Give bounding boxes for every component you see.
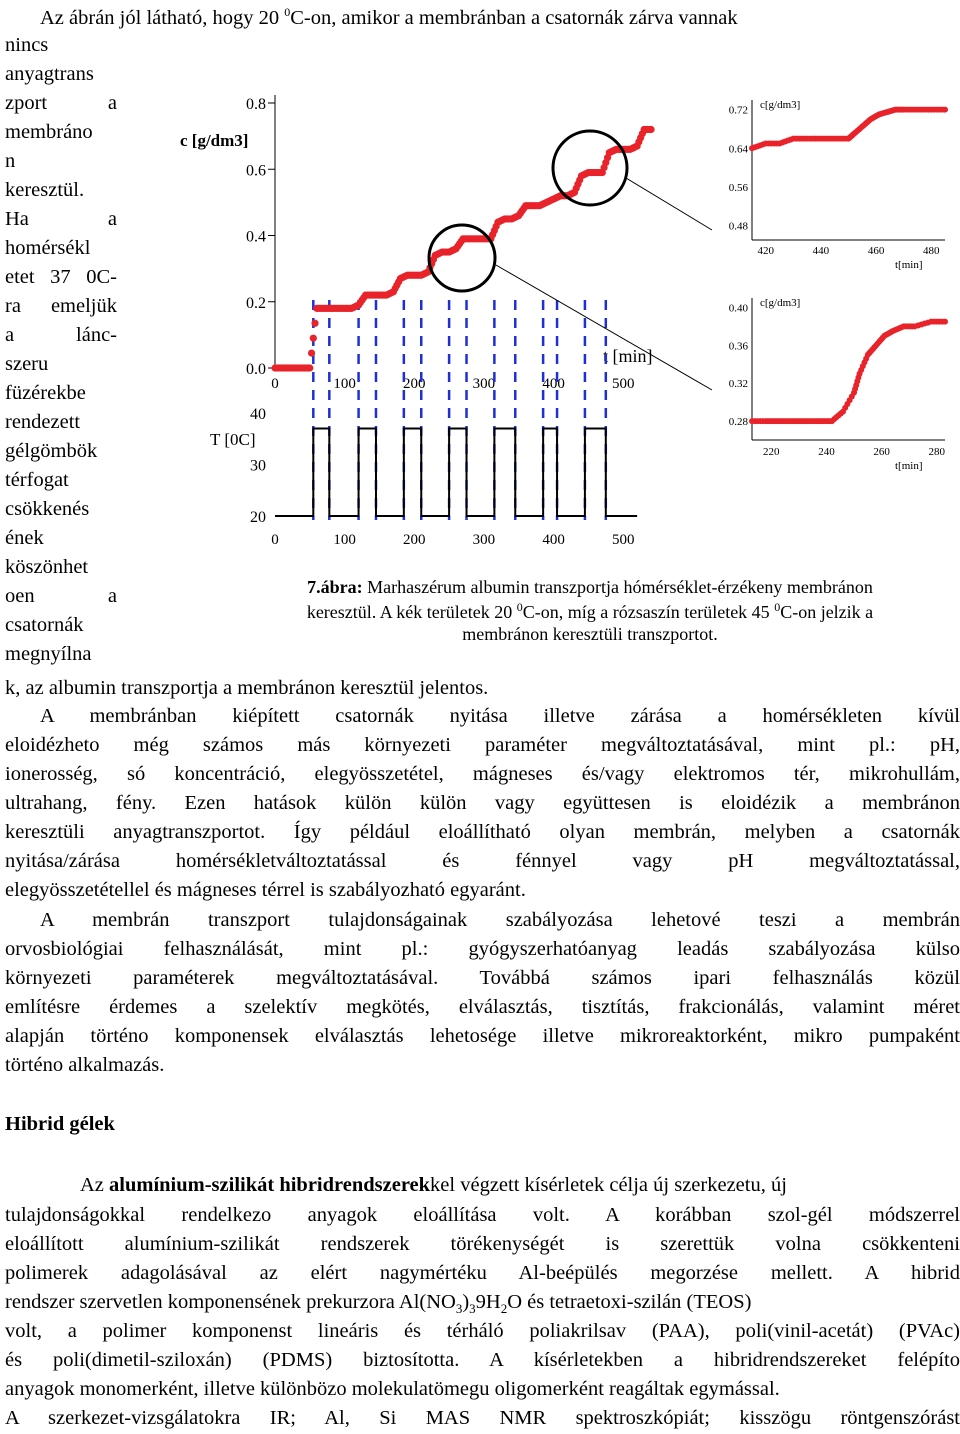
left-column-line: etet 37 0C- <box>5 266 117 288</box>
x-tick-label: 500 <box>611 376 635 392</box>
paragraph-line: környezeti paraméterek megváltoztatásával. Továbbá számos ipari felhasználás közül <box>5 967 960 989</box>
paragraph-line: nyitása/zárása homérsékletváltoztatással és fénnyel vagy pH megváltoztatással, <box>5 850 960 872</box>
y-tick-label: 0.6 <box>246 162 266 180</box>
inset-x-tick-label: 280 <box>928 446 945 458</box>
inset-y-tick-label: 0.64 <box>728 143 748 156</box>
zoom-connector <box>496 265 712 390</box>
left-column-line: füzérekbe <box>5 382 86 404</box>
inset-y-axis-label: c[g/dm3] <box>760 99 801 111</box>
inset-x-tick-label: 220 <box>763 446 780 458</box>
x-tick-label: 0 <box>271 376 279 392</box>
inset-x-axis-label: t[min] <box>895 460 923 472</box>
inset-x-axis-label: t[min] <box>895 259 923 271</box>
y-tick-label: 30 <box>250 457 266 475</box>
y-tick-label: 0.4 <box>246 228 266 246</box>
left-column-line: ének <box>5 527 44 549</box>
figure-caption-line-3: membránon keresztüli transzportot. <box>462 624 718 644</box>
inset-y-tick-label: 0.40 <box>728 302 748 315</box>
left-column-line: köszönhet <box>5 556 89 578</box>
inset-x-tick-label: 480 <box>922 245 940 257</box>
inset-x-tick-label: 420 <box>757 245 775 257</box>
left-column-line: csatornák <box>5 614 84 636</box>
x-axis-label: t [min] <box>603 346 653 366</box>
x-tick-label: 500 <box>611 532 635 548</box>
x-tick-label: 100 <box>333 376 356 392</box>
paragraph-line: említésre érdemes a szelektív megkötés, elválasztás, tisztítás, frakcionálás, valamint méret <box>5 996 960 1018</box>
paragraph-line: volt, a polimer komponenst lineáris és térháló poliakrilsav (PAA), poli(vinil-acetát) (PVAc) <box>5 1320 960 1342</box>
y-tick-label: 40 <box>250 406 266 423</box>
left-column-line: homérsékl <box>5 237 91 259</box>
zoom-circle <box>429 225 495 291</box>
intro-line: Az ábrán jól látható, hogy 20 $^0$C-on, amikor a membránban a csatornák zárva vannak <box>40 5 738 29</box>
paragraph-line: polimerek adagolásával az elért nagymértéku Al-beépülés megorzése mellett. A hibrid <box>5 1262 960 1284</box>
left-column-line: anyagtrans <box>5 63 94 85</box>
left-column-line: rendezett <box>5 411 81 433</box>
paragraph-line: ionerosség, só koncentráció, elegyösszetétel, mágneses és/vagy elektromos tér, mikrohullám, <box>5 763 960 785</box>
paragraph-line: A szerkezet-vizsgálatokra IR; Al, Si MAS NMR spektroszkópiát; kisszögu röntgenszórást <box>5 1407 960 1429</box>
inset-y-axis-label: c[g/dm3] <box>760 297 801 309</box>
paragraph-line: Az alumínium-szilikát hibridrendszerekkel végzett kísérletek célja új szerkezetu, új <box>80 1174 787 1196</box>
y-tick-label: 0.2 <box>246 294 266 312</box>
x-tick-label: 0 <box>271 532 279 548</box>
paragraph-line: rendszer szervetlen komponensének prekurzora $Al(NO_3)_39H_2O$ és tetraetoxi-szilán (TEOS) <box>5 1291 752 1317</box>
paragraph-line: A membránban kiépített csatornák nyitása illetve zárása a homérsékleten kívül <box>40 705 960 727</box>
zoom-circle <box>553 131 627 205</box>
x-tick-label: 300 <box>472 532 496 548</box>
zoom-connector <box>626 178 712 230</box>
left-column-line: n <box>5 150 16 172</box>
y-tick-label: 20 <box>250 509 266 526</box>
paragraph-line: alapján történo komponensek elválasztás lehetosége illetve mikroreaktorként, mikro pumpaként <box>5 1025 960 1047</box>
data-point <box>306 364 313 371</box>
inset-data-point <box>942 319 948 325</box>
inset-y-tick-label: 0.36 <box>728 340 748 353</box>
left-column-line: csökkenés <box>5 498 90 520</box>
inset-data-point <box>942 107 948 113</box>
figure-caption-line-1: 7.ábra: Marhaszérum albumin transzportja hómérséklet-érzékeny membránon <box>307 577 873 597</box>
paragraph-line: történo alkalmazás. <box>5 1054 165 1076</box>
inset-y-tick-label: 0.32 <box>728 378 748 391</box>
left-column-line: oen a <box>5 585 117 607</box>
y-axis-label: c [g/dm3] <box>180 131 249 150</box>
inset-x-tick-label: 240 <box>818 446 835 458</box>
paragraph-line: és poli(dimetil-sziloxán) (PDMS) biztosította. A kísérletekben a hibridrendszereket felépíto <box>5 1349 960 1371</box>
left-column-line: gélgömbök <box>5 440 98 462</box>
inset-y-tick-label: 0.72 <box>728 104 748 117</box>
paragraph-line: tulajdonságokkal rendelkezo anyagok eloállítása volt. A korábban szol-gél módszerrel <box>5 1204 960 1226</box>
left-column-line: ra emeljük <box>5 295 117 317</box>
left-column-line: membráno <box>5 121 93 143</box>
left-column-line: megnyílna <box>5 643 92 665</box>
left-column-line: a lánc- <box>5 324 117 346</box>
y-tick-label: 0.0 <box>246 361 266 378</box>
paragraph-line: keresztüli anyagtranszportot. Így például eloállítható olyan membrán, melyben a csatornák <box>5 821 960 843</box>
paragraph-line: anyagok monomerként, illetve különbözo molekulatömegu oligomerként reagáltak egymással. <box>5 1378 780 1400</box>
paragraph-line: A membrán transzport tulajdonságainak szabályozása lehetové teszi a membrán <box>40 909 960 931</box>
paragraph-line: ultrahang, fény. Ezen hatások külön külön vagy együttesen is eloidézik a membránon <box>5 792 960 814</box>
y-tick-label: 0.8 <box>246 96 266 113</box>
inset-y-tick-label: 0.28 <box>728 416 748 429</box>
inset-x-tick-label: 260 <box>873 446 890 458</box>
x-tick-label: 300 <box>472 376 496 392</box>
inset-y-tick-label: 0.48 <box>728 220 748 233</box>
paragraph-line: orvosbiológiai felhasználását, mint pl.: gyógyszerhatóanyag leadás szabályozása külso <box>5 938 960 960</box>
paragraph-line: k, az albumin transzportja a membránon keresztül jelentos. <box>5 677 489 699</box>
left-column-line: nincs <box>5 34 49 56</box>
data-point <box>308 349 315 356</box>
data-point <box>647 126 654 133</box>
data-point <box>311 320 318 327</box>
left-column-line: Ha a <box>5 208 117 230</box>
inset-y-tick-label: 0.56 <box>728 181 748 194</box>
inset-x-tick-label: 440 <box>812 245 830 257</box>
paragraph-line: elegyösszetétellel és mágneses térrel is szabályozható egyaránt. <box>5 879 526 901</box>
paragraph-line: eloállított alumínium-szilikát rendszerek törékenységét is szerettük volna csökkenteni <box>5 1233 960 1255</box>
y-axis-label: T [0C] <box>210 430 256 449</box>
paragraph-line: eloidézheto még számos más környezeti paraméter megváltoztatásával, mint pl.: pH, <box>5 734 960 756</box>
temperature-line <box>275 428 637 516</box>
figure-caption-line-2: keresztül. A kék területek 20 $^0$C-on, míg a rózsaszín területek 45 $^0$C-on jelzik a <box>306 600 874 622</box>
inset-x-tick-label: 460 <box>867 245 885 257</box>
left-column-line: keresztül. <box>5 179 85 201</box>
x-tick-label: 100 <box>333 532 356 548</box>
left-column-line: szeru <box>5 353 49 375</box>
left-column-line: zport a <box>5 92 117 114</box>
section-heading: Hibrid gélek <box>5 1113 115 1135</box>
x-tick-label: 200 <box>403 376 426 392</box>
x-tick-label: 400 <box>542 532 565 548</box>
figure-number: 7.ábra: <box>307 577 363 597</box>
left-column-line: térfogat <box>5 469 69 491</box>
x-tick-label: 400 <box>542 376 565 392</box>
x-tick-label: 200 <box>403 532 426 548</box>
data-point <box>310 335 317 342</box>
